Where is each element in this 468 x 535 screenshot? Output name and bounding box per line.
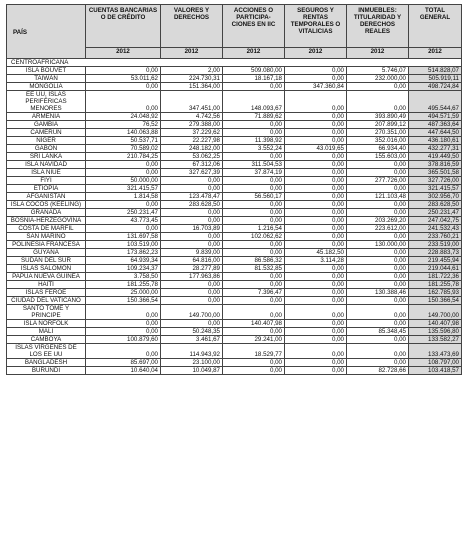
table-row	[7, 137, 462, 145]
country-cell: MONGOLIA	[7, 83, 86, 91]
table-row	[7, 241, 462, 249]
total-cell: 149.700,00	[409, 305, 462, 320]
header-acciones: ACCIONES O PARTICIPA-CIONES EN IIC	[223, 5, 285, 48]
value-cell: 0,00	[285, 265, 347, 273]
value-cell: 0,00	[285, 336, 347, 344]
value-cell: 311.504,53	[223, 161, 285, 169]
header-valores: VALORES Y DERECHOS	[161, 5, 223, 48]
total-cell: 103.418,57	[409, 367, 462, 375]
value-cell: 0,00	[347, 281, 409, 289]
country-cell: ISLAS FEROE	[7, 289, 86, 297]
total-cell: 140.407,98	[409, 320, 462, 328]
header-year: 2012	[223, 48, 285, 59]
header-cuentas: CUENTAS BANCARIAS O DE CRÉDITO	[86, 5, 161, 48]
value-cell: 0,00	[223, 297, 285, 305]
value-cell: 71.889,62	[223, 113, 285, 121]
value-cell: 0,00	[285, 320, 347, 328]
table-row	[7, 153, 462, 161]
value-cell: 0,00	[161, 209, 223, 217]
value-cell: 0,00	[223, 153, 285, 161]
table-row	[7, 83, 462, 91]
value-cell: 393.890,49	[347, 113, 409, 121]
value-cell: 37.229,62	[161, 129, 223, 137]
value-cell: 22.227,98	[161, 137, 223, 145]
value-cell: 0,00	[285, 209, 347, 217]
value-cell: 347.451,00	[161, 91, 223, 113]
total-cell: 181.722,36	[409, 273, 462, 281]
value-cell: 43.019,65	[285, 145, 347, 153]
value-cell: 0,00	[161, 185, 223, 193]
value-cell: 67.312,06	[161, 161, 223, 169]
value-cell: 0,00	[86, 201, 161, 209]
data-table	[6, 4, 462, 375]
value-cell: 277.726,00	[347, 177, 409, 185]
value-cell: 0,00	[347, 185, 409, 193]
value-cell: 0,00	[285, 129, 347, 137]
value-cell: 250.231,47	[86, 209, 161, 217]
value-cell: 0,00	[161, 289, 223, 297]
table-row	[7, 281, 462, 289]
value-cell: 0,00	[285, 217, 347, 225]
country-cell: ISLAS SALOMÓN	[7, 265, 86, 273]
country-cell: ISLAS VÍRGENES DE LOS EE UU	[7, 344, 86, 359]
value-cell: 248.182,00	[161, 145, 223, 153]
table-row	[7, 344, 462, 359]
table-row	[7, 265, 462, 273]
table-header	[7, 5, 462, 59]
value-cell: 203.269,20	[347, 217, 409, 225]
value-cell: 4.742,56	[161, 113, 223, 121]
value-cell: 0,00	[285, 359, 347, 367]
value-cell: 0,00	[285, 137, 347, 145]
value-cell: 28.277,89	[161, 265, 223, 273]
country-cell: CAMERÚN	[7, 129, 86, 137]
value-cell: 85.697,00	[86, 359, 161, 367]
country-cell: BURUNDI	[7, 367, 86, 375]
country-cell: AFGANISTAN	[7, 193, 86, 201]
value-cell: 0,00	[223, 241, 285, 249]
value-cell: 0,00	[223, 185, 285, 193]
value-cell: 0,00	[161, 241, 223, 249]
value-cell: 0,00	[285, 305, 347, 320]
value-cell: 3.758,50	[86, 273, 161, 281]
value-cell: 270.351,00	[347, 129, 409, 137]
total-cell: 505.919,11	[409, 75, 462, 83]
total-cell: 321.415,57	[409, 185, 462, 193]
total-cell: 419.449,50	[409, 153, 462, 161]
country-cell: GUYANA	[7, 249, 86, 257]
country-cell: ARMENIA	[7, 113, 86, 121]
value-cell: 64.816,00	[161, 257, 223, 265]
value-cell: 149.700,00	[161, 305, 223, 320]
country-cell: ISLA NORFOLK	[7, 320, 86, 328]
table-body	[7, 59, 462, 375]
table-row	[7, 297, 462, 305]
country-cell: POLINESIA FRANCESA	[7, 241, 86, 249]
table-row	[7, 328, 462, 336]
table-row	[7, 201, 462, 209]
value-cell: 5.746,07	[347, 67, 409, 75]
value-cell: 0,00	[223, 121, 285, 129]
value-cell: 0,00	[347, 305, 409, 320]
value-cell: 130.000,00	[347, 241, 409, 249]
header-seguros: SEGUROS Y RENTAS TEMPORALES O VITALICIAS	[285, 5, 347, 48]
value-cell: 0,00	[285, 75, 347, 83]
value-cell: 352.016,00	[347, 137, 409, 145]
total-cell: 241.532,43	[409, 225, 462, 233]
value-cell: 0,00	[223, 305, 285, 320]
country-cell: MALI	[7, 328, 86, 336]
country-cell: BOSNIA-HERZEGOVINA	[7, 217, 86, 225]
value-cell: 50.000,00	[86, 177, 161, 185]
value-cell: 0,00	[347, 265, 409, 273]
value-cell: 0,00	[223, 249, 285, 257]
value-cell: 0,00	[347, 320, 409, 328]
total-cell: 219.044,61	[409, 265, 462, 273]
header-year: 2012	[161, 48, 223, 59]
value-cell: 81.532,85	[223, 265, 285, 273]
total-cell: 233.760,21	[409, 233, 462, 241]
value-cell: 43.773,45	[86, 217, 161, 225]
value-cell: 0,00	[285, 367, 347, 375]
value-cell: 0,00	[347, 233, 409, 241]
total-cell: 283.628,50	[409, 201, 462, 209]
value-cell: 0,00	[347, 249, 409, 257]
value-cell: 16.703,89	[161, 225, 223, 233]
value-cell: 7.396,47	[223, 289, 285, 297]
header-year: 2012	[347, 48, 409, 59]
value-cell: 76,52	[86, 121, 161, 129]
value-cell: 0,00	[347, 359, 409, 367]
value-cell: 0,00	[285, 297, 347, 305]
value-cell: 10.049,87	[161, 367, 223, 375]
value-cell: 56.560,17	[223, 193, 285, 201]
value-cell: 50.537,71	[86, 137, 161, 145]
value-cell: 0,00	[86, 305, 161, 320]
country-cell: BANGLADESH	[7, 359, 86, 367]
country-cell: ISLA COCOS (KEELING)	[7, 201, 86, 209]
value-cell: 66.934,40	[347, 145, 409, 153]
value-cell: 0,00	[285, 193, 347, 201]
total-cell: 150.366,54	[409, 297, 462, 305]
value-cell: 155.603,00	[347, 153, 409, 161]
value-cell: 0,00	[86, 83, 161, 91]
total-cell: 436.180,61	[409, 137, 462, 145]
total-cell: 498.724,84	[409, 83, 462, 91]
table-row	[7, 336, 462, 344]
value-cell: 23.100,00	[161, 359, 223, 367]
total-cell: 219.455,94	[409, 257, 462, 265]
total-cell: 302.956,70	[409, 193, 462, 201]
country-cell: SRI LANKA	[7, 153, 86, 161]
value-cell: 207.899,12	[347, 121, 409, 129]
value-cell: 0,00	[285, 273, 347, 281]
header-total: TOTAL GENERAL	[409, 5, 462, 48]
value-cell: 0,00	[223, 83, 285, 91]
value-cell: 321.415,57	[86, 185, 161, 193]
country-cell: PAPUA NUEVA GUINEA	[7, 273, 86, 281]
value-cell: 18.529,77	[223, 344, 285, 359]
table-row	[7, 129, 462, 137]
country-cell: SAN MARINO	[7, 233, 86, 241]
value-cell: 0,00	[285, 233, 347, 241]
total-cell: 378.816,59	[409, 161, 462, 169]
value-cell: 0,00	[347, 161, 409, 169]
value-cell: 0,00	[223, 367, 285, 375]
value-cell: 2,00	[161, 67, 223, 75]
table-row	[7, 169, 462, 177]
value-cell: 0,00	[285, 289, 347, 297]
value-cell: 0,00	[86, 169, 161, 177]
value-cell: 0,00	[285, 225, 347, 233]
value-cell: 0,00	[285, 113, 347, 121]
value-cell: 103.519,00	[86, 241, 161, 249]
value-cell: 0,00	[347, 83, 409, 91]
region-label: CENTROAFRICANA	[7, 59, 462, 67]
table-row	[7, 193, 462, 201]
value-cell: 0,00	[285, 177, 347, 185]
region-row	[7, 59, 462, 67]
value-cell: 0,00	[161, 233, 223, 241]
table-row	[7, 289, 462, 297]
table-row	[7, 320, 462, 328]
country-cell: COSTA DE MARFIL	[7, 225, 86, 233]
value-cell: 0,00	[223, 217, 285, 225]
value-cell: 177.963,86	[161, 273, 223, 281]
table-row	[7, 209, 462, 217]
value-cell: 347.360,84	[285, 83, 347, 91]
value-cell: 224.730,31	[161, 75, 223, 83]
value-cell: 0,00	[161, 320, 223, 328]
value-cell: 64.939,34	[86, 257, 161, 265]
value-cell: 3.552,24	[223, 145, 285, 153]
value-cell: 0,00	[285, 91, 347, 113]
value-cell: 0,00	[347, 336, 409, 344]
value-cell: 0,00	[86, 320, 161, 328]
country-cell: EE UU, ISLAS PERIFÉRICAS MENORES	[7, 91, 86, 113]
value-cell: 0,00	[285, 153, 347, 161]
total-cell: 133.473,69	[409, 344, 462, 359]
value-cell: 102.062,62	[223, 233, 285, 241]
total-cell: 133.582,27	[409, 336, 462, 344]
table-row	[7, 367, 462, 375]
table-row	[7, 161, 462, 169]
value-cell: 0,00	[285, 281, 347, 289]
value-cell: 210.784,25	[86, 153, 161, 161]
value-cell: 131.697,58	[86, 233, 161, 241]
value-cell: 0,00	[223, 359, 285, 367]
table-row	[7, 67, 462, 75]
total-cell: 233.519,00	[409, 241, 462, 249]
value-cell: 232.000,00	[347, 75, 409, 83]
table-row	[7, 75, 462, 83]
total-cell: 108.797,00	[409, 359, 462, 367]
value-cell: 0,00	[285, 169, 347, 177]
value-cell: 86.586,32	[223, 257, 285, 265]
value-cell: 25.000,00	[86, 289, 161, 297]
value-cell: 0,00	[161, 297, 223, 305]
table-row	[7, 121, 462, 129]
total-cell: 250.231,47	[409, 209, 462, 217]
value-cell: 0,00	[161, 281, 223, 289]
value-cell: 29.241,00	[223, 336, 285, 344]
value-cell: 53.011,62	[86, 75, 161, 83]
country-cell: ETIOPÍA	[7, 185, 86, 193]
value-cell: 150.366,54	[86, 297, 161, 305]
table-row	[7, 359, 462, 367]
value-cell: 114.943,92	[161, 344, 223, 359]
value-cell: 0,00	[223, 328, 285, 336]
value-cell: 109.234,37	[86, 265, 161, 273]
total-cell: 181.255,78	[409, 281, 462, 289]
value-cell: 140.407,98	[223, 320, 285, 328]
country-cell: CIUDAD DEL VATICANO	[7, 297, 86, 305]
country-cell: GAMBIA	[7, 121, 86, 129]
value-cell: 0,00	[347, 209, 409, 217]
value-cell: 279.388,00	[161, 121, 223, 129]
value-cell: 0,00	[86, 67, 161, 75]
value-cell: 130.388,46	[347, 289, 409, 297]
total-cell: 494.571,59	[409, 113, 462, 121]
value-cell: 0,00	[347, 297, 409, 305]
value-cell: 24.048,92	[86, 113, 161, 121]
value-cell: 509.080,00	[223, 67, 285, 75]
value-cell: 0,00	[347, 91, 409, 113]
header-year: 2012	[86, 48, 161, 59]
value-cell: 0,00	[86, 344, 161, 359]
value-cell: 10.640,04	[86, 367, 161, 375]
value-cell: 0,00	[223, 201, 285, 209]
value-cell: 82.728,66	[347, 367, 409, 375]
country-cell: ISLA NIUE	[7, 169, 86, 177]
table-row	[7, 257, 462, 265]
value-cell: 327.627,39	[161, 169, 223, 177]
total-cell: 447.644,50	[409, 129, 462, 137]
value-cell: 1.216,54	[223, 225, 285, 233]
value-cell: 0,00	[285, 241, 347, 249]
table-row	[7, 113, 462, 121]
value-cell: 11.398,92	[223, 137, 285, 145]
value-cell: 148.093,67	[223, 91, 285, 113]
value-cell: 173.862,23	[86, 249, 161, 257]
total-cell: 495.544,67	[409, 91, 462, 113]
value-cell: 0,00	[86, 328, 161, 336]
value-cell: 0,00	[285, 161, 347, 169]
table-row	[7, 185, 462, 193]
value-cell: 151.364,00	[161, 83, 223, 91]
country-cell: CAMBOYA	[7, 336, 86, 344]
value-cell: 0,00	[223, 209, 285, 217]
total-cell: 135.596,80	[409, 328, 462, 336]
total-cell: 162.785,93	[409, 289, 462, 297]
value-cell: 0,00	[223, 177, 285, 185]
header-year: 2012	[285, 48, 347, 59]
value-cell: 85.348,45	[347, 328, 409, 336]
total-cell: 487.363,64	[409, 121, 462, 129]
value-cell: 100.879,60	[86, 336, 161, 344]
value-cell: 0,00	[161, 177, 223, 185]
value-cell: 50.248,35	[161, 328, 223, 336]
value-cell: 121.103,48	[347, 193, 409, 201]
country-cell: FIYI	[7, 177, 86, 185]
header-year: 2012	[409, 48, 462, 59]
country-cell: ISLA NAVIDAD	[7, 161, 86, 169]
value-cell: 283.628,50	[161, 201, 223, 209]
table-row	[7, 217, 462, 225]
total-cell: 327.726,00	[409, 177, 462, 185]
value-cell: 0,00	[86, 225, 161, 233]
value-cell: 3.461,67	[161, 336, 223, 344]
total-cell: 514.828,07	[409, 67, 462, 75]
country-cell: SANTO TOME Y PRINCIPE	[7, 305, 86, 320]
country-cell: SUDÁN DEL SUR	[7, 257, 86, 265]
table-row	[7, 145, 462, 153]
value-cell: 0,00	[86, 91, 161, 113]
value-cell: 0,00	[347, 257, 409, 265]
table-row	[7, 273, 462, 281]
value-cell: 45.182,50	[285, 249, 347, 257]
value-cell: 0,00	[285, 201, 347, 209]
value-cell: 0,00	[223, 129, 285, 137]
value-cell: 0,00	[223, 281, 285, 289]
header-inmuebles: INMUEBLES: TITULARIDAD Y DERECHOS REALES	[347, 5, 409, 48]
value-cell: 3.114,28	[285, 257, 347, 265]
table-row	[7, 225, 462, 233]
value-cell: 0,00	[347, 169, 409, 177]
value-cell: 0,00	[285, 121, 347, 129]
value-cell: 70.589,02	[86, 145, 161, 153]
table-row	[7, 233, 462, 241]
table-row	[7, 177, 462, 185]
value-cell: 0,00	[347, 273, 409, 281]
country-cell: HAITÍ	[7, 281, 86, 289]
total-cell: 365.501,58	[409, 169, 462, 177]
header-pais: PAÍS	[7, 5, 86, 59]
value-cell: 0,00	[285, 328, 347, 336]
value-cell: 123.478,47	[161, 193, 223, 201]
value-cell: 9.839,00	[161, 249, 223, 257]
table-row	[7, 91, 462, 113]
value-cell: 37.874,19	[223, 169, 285, 177]
value-cell: 140.063,88	[86, 129, 161, 137]
value-cell: 0,00	[285, 185, 347, 193]
value-cell: 18.167,18	[223, 75, 285, 83]
total-cell: 247.042,75	[409, 217, 462, 225]
value-cell: 0,00	[86, 161, 161, 169]
country-cell: GABÓN	[7, 145, 86, 153]
value-cell: 1.814,58	[86, 193, 161, 201]
value-cell: 223.612,00	[347, 225, 409, 233]
table-row	[7, 249, 462, 257]
country-cell: NÍGER	[7, 137, 86, 145]
table-row	[7, 305, 462, 320]
total-cell: 432.277,31	[409, 145, 462, 153]
country-cell: GRANADA	[7, 209, 86, 217]
country-cell: ISLA BOUVET	[7, 67, 86, 75]
value-cell: 0,00	[161, 217, 223, 225]
value-cell: 0,00	[285, 344, 347, 359]
value-cell: 181.255,78	[86, 281, 161, 289]
value-cell: 0,00	[223, 273, 285, 281]
country-cell: TAIWÁN	[7, 75, 86, 83]
value-cell: 0,00	[347, 344, 409, 359]
value-cell: 0,00	[347, 201, 409, 209]
value-cell: 53.062,25	[161, 153, 223, 161]
value-cell: 0,00	[285, 67, 347, 75]
total-cell: 228.883,73	[409, 249, 462, 257]
